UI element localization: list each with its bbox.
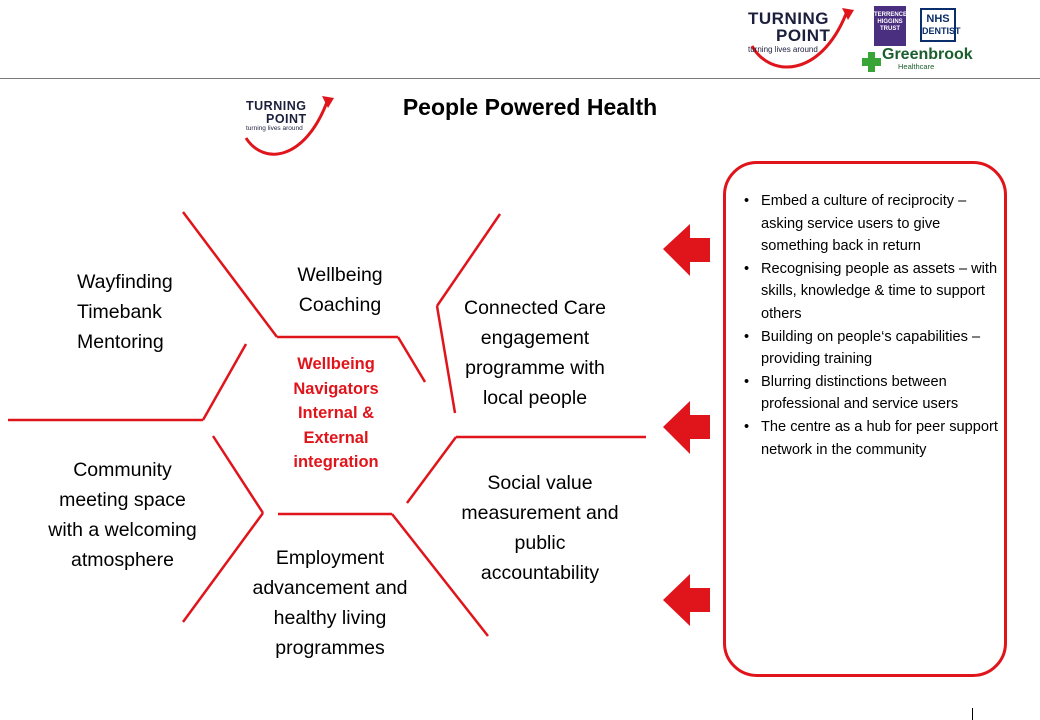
label-line: Employment (275, 547, 385, 569)
turning-point-logo (748, 10, 830, 54)
list-item: • Embed a culture of reciprocity – asking service users to give something back in return (744, 190, 1000, 258)
label-line: with a welcoming (48, 519, 197, 541)
segment-label-bottom (225, 543, 435, 663)
list-item: • Recognising people as assets – with skills, knowledge & time to support others (744, 258, 1000, 326)
segment-label-top (265, 260, 415, 320)
logo-word: TURNING (246, 99, 307, 113)
label-line: External (303, 428, 369, 447)
label-line: Community (73, 459, 172, 481)
header-divider (0, 78, 1040, 79)
label-line: integration (293, 453, 379, 471)
slide-marker (972, 708, 973, 720)
logo-tagline: turning lives around (246, 125, 303, 132)
segment-label-right-bottom (435, 468, 645, 588)
greenbrook-logo-text: Greenbrook (882, 46, 973, 63)
principles-panel (723, 161, 1007, 677)
label-line: Mentoring (77, 331, 164, 353)
connector-line (203, 344, 246, 420)
hub-label (266, 352, 406, 475)
list-item: • The centre as a hub for peer support network in the community (744, 416, 1000, 461)
label-line: Navigators (293, 379, 379, 398)
segment-label-right-top (440, 293, 630, 413)
list-item: • Building on people‘s capabilities – providing training (744, 326, 1000, 371)
arrow-left-icon (663, 401, 710, 454)
label-line: programme with (465, 357, 605, 379)
list-item: • Blurring distinctions between professional and service users (744, 371, 1000, 416)
logo-tagline: turning lives around (748, 45, 818, 54)
greenbrook-logo-subtext: Healthcare (898, 62, 935, 71)
logo-word: POINT (776, 26, 831, 45)
label-line: healthy living (273, 607, 387, 629)
arrow-left-icon (663, 574, 710, 626)
label-line: meeting space (59, 489, 186, 511)
label-line: engagement (480, 327, 590, 349)
label-line: atmosphere (71, 549, 174, 571)
logo-word: POINT (266, 111, 307, 126)
label-line: Timebank (77, 301, 162, 323)
label-line: Internal & (297, 404, 375, 422)
nhs-dentist-logo (920, 8, 961, 42)
dentist-text: DENTIST (922, 26, 961, 36)
label-line: programmes (275, 637, 385, 659)
label-line: Coaching (298, 294, 382, 316)
label-line: measurement and (461, 502, 619, 524)
segment-label-left-top (77, 267, 173, 357)
logo-word: TURNING (748, 9, 829, 28)
segment-label-left-bottom (20, 455, 225, 575)
greenbrook-cross-icon (862, 52, 881, 72)
label-line: advancement and (252, 577, 408, 599)
page-title: People Powered Health (402, 94, 658, 120)
arrow-left-icon (663, 224, 710, 276)
principles-list (744, 190, 1000, 461)
label-line: Social value (487, 472, 593, 494)
label-line: local people (482, 387, 588, 409)
label-line: Wellbeing (297, 264, 383, 286)
label-line: Wellbeing (297, 355, 375, 373)
turning-point-logo (246, 100, 307, 133)
label-line: public (514, 532, 566, 554)
nhs-text: NHS (926, 13, 950, 25)
label-line: Connected Care (463, 297, 606, 319)
connector-line (183, 212, 277, 337)
label-line: Wayfinding (77, 271, 173, 293)
label-line: accountability (480, 562, 600, 584)
terrence-higgins-logo: TERRENCE HIGGINS TRUST (874, 6, 906, 46)
